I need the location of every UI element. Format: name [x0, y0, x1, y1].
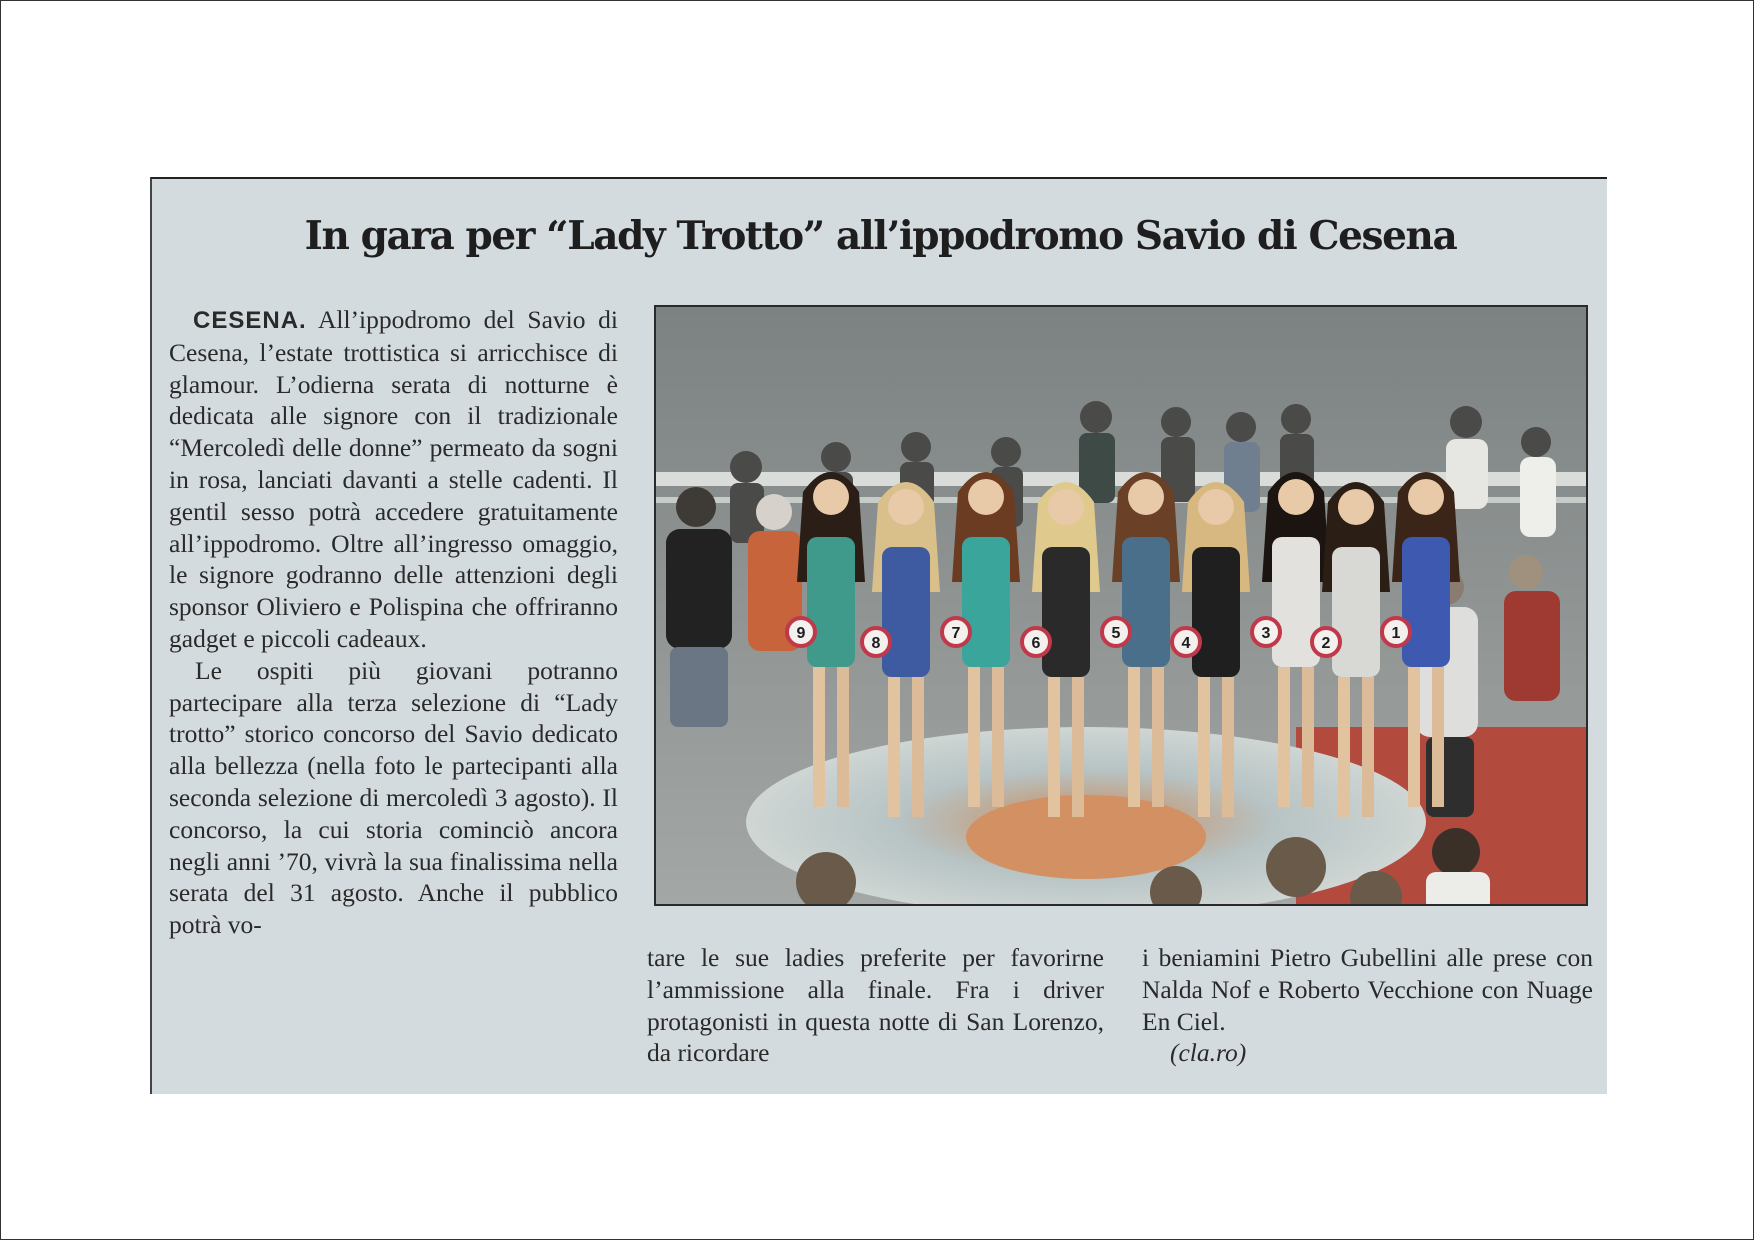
article-paragraph-1 — [169, 304, 618, 655]
contestant-number-badge — [1022, 628, 1050, 656]
paragraph-1-text: All’ippodromo del Savio di Cesena, l’estate trottistica si arricchisce di glamour. L’odierna serata di notturne è dedicata alle signore con il tradizionale “Mercoledì delle donne” permeato da sogni in rosa, lanciati davanti a stelle cadenti. Il gentil sesso potrà accedere gratuitamente all’ippodromo. Oltre all’ingresso omaggio, le signore godranno delle attenzioni degli sponsor Oliviero e Polispina che offriranno gadget e piccoli cadeaux. — [169, 305, 619, 653]
article-column-2-text: tare le sue ladies preferite per favorirne l’ammissione alla finale. Fra i driver protagonisti in questa notte di San Lorenzo, da ricordare — [647, 943, 1104, 1068]
contestant-number-badge — [862, 628, 890, 656]
contestant-number-badge — [787, 618, 815, 646]
article-column-3-text: i beniamini Pietro Gubellini alle prese con Nalda Nof e Roberto Vecchione con Nuage En Ciel. — [1142, 943, 1593, 1036]
article-column-2 — [647, 942, 1104, 1069]
stage-center-circle — [966, 795, 1206, 879]
contest-photo-illustration — [656, 307, 1586, 904]
contestant-number-label: 5 — [1111, 625, 1121, 642]
contestant-number-label: 6 — [1031, 635, 1041, 652]
byline: (cla.ro) — [1170, 1038, 1247, 1068]
contestant-number-label: 7 — [951, 625, 961, 642]
contestant-number-label: 3 — [1261, 625, 1271, 642]
article-paragraph-2: Le ospiti più giovani potranno partecipare alla terza selezione di “Lady trotto” storico concorso del Savio dedicato alla bellezza (nella foto le partecipanti alla seconda selezione di mercoledì 3 agosto). Il concorso, la cui storia cominciò ancora negli anni ’70, vivrà la sua finalissima nella serata del 31 agosto. Anche il pubblico potrà vo- — [169, 655, 618, 940]
newspaper-clipping — [150, 177, 1607, 1094]
contestant-number-label: 8 — [871, 635, 881, 652]
contestant-number-label: 2 — [1321, 635, 1331, 652]
contest-photo — [654, 305, 1588, 906]
contestant-number-badge — [942, 618, 970, 646]
article-column-1 — [169, 304, 618, 941]
contestant-number-label: 4 — [1181, 635, 1191, 652]
contestant-number-badge — [1252, 618, 1280, 646]
article-column-3 — [1142, 942, 1593, 1069]
contestant-number-badge — [1172, 628, 1200, 656]
contestant-number-label: 9 — [796, 625, 806, 642]
contestant-number-badge — [1382, 618, 1410, 646]
dateline: CESENA. — [193, 307, 307, 334]
contestant-number-label: 1 — [1391, 625, 1401, 642]
contestant-number-badge — [1312, 628, 1340, 656]
contestant-number-badge — [1102, 618, 1130, 646]
headline: In gara per “Lady Trotto” all’ippodromo Savio di Cesena — [304, 213, 1457, 259]
